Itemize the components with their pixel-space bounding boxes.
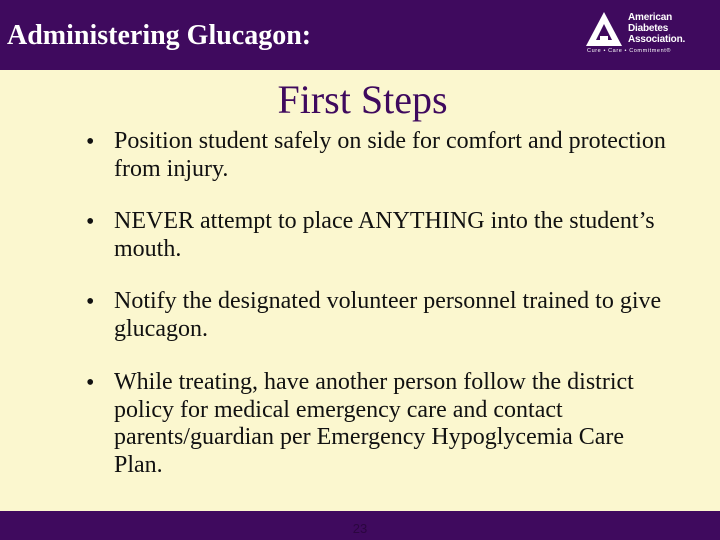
ada-logo — [586, 10, 716, 60]
slide-subtitle: First Steps — [277, 77, 448, 122]
logo-line: Diabetes — [628, 23, 669, 34]
bullet-dot-icon: • — [86, 370, 95, 396]
header-bar — [0, 0, 720, 70]
logo-line: American — [628, 12, 672, 23]
logo-wordmark — [628, 12, 718, 45]
bullet-dot-icon: • — [86, 209, 95, 235]
bullet-text: Notify the designated volunteer personnel trained to give glucagon. — [114, 288, 662, 342]
footer-bar — [0, 511, 720, 540]
logo-line: Association. — [628, 34, 686, 45]
page-number: 23 — [352, 521, 368, 536]
bullet-dot-icon: • — [86, 129, 95, 155]
bullet-text: NEVER attempt to place ANYTHING into the student’s mouth. — [114, 208, 655, 262]
logo-tagline: Cure • Care • Commitment® — [587, 48, 672, 54]
bullet-dot-icon: • — [86, 289, 95, 315]
slide-title: Administering Glucagon: — [7, 20, 312, 51]
bullet-text: Position student safely on side for comfort and protection from injury. — [114, 128, 666, 182]
ada-triangle-icon — [586, 12, 622, 46]
bullet-text: While treating, have another person follow the district policy for medical emergency care and contact parents/guardian per Emergency Hypoglycemia Care Plan. — [114, 369, 634, 478]
